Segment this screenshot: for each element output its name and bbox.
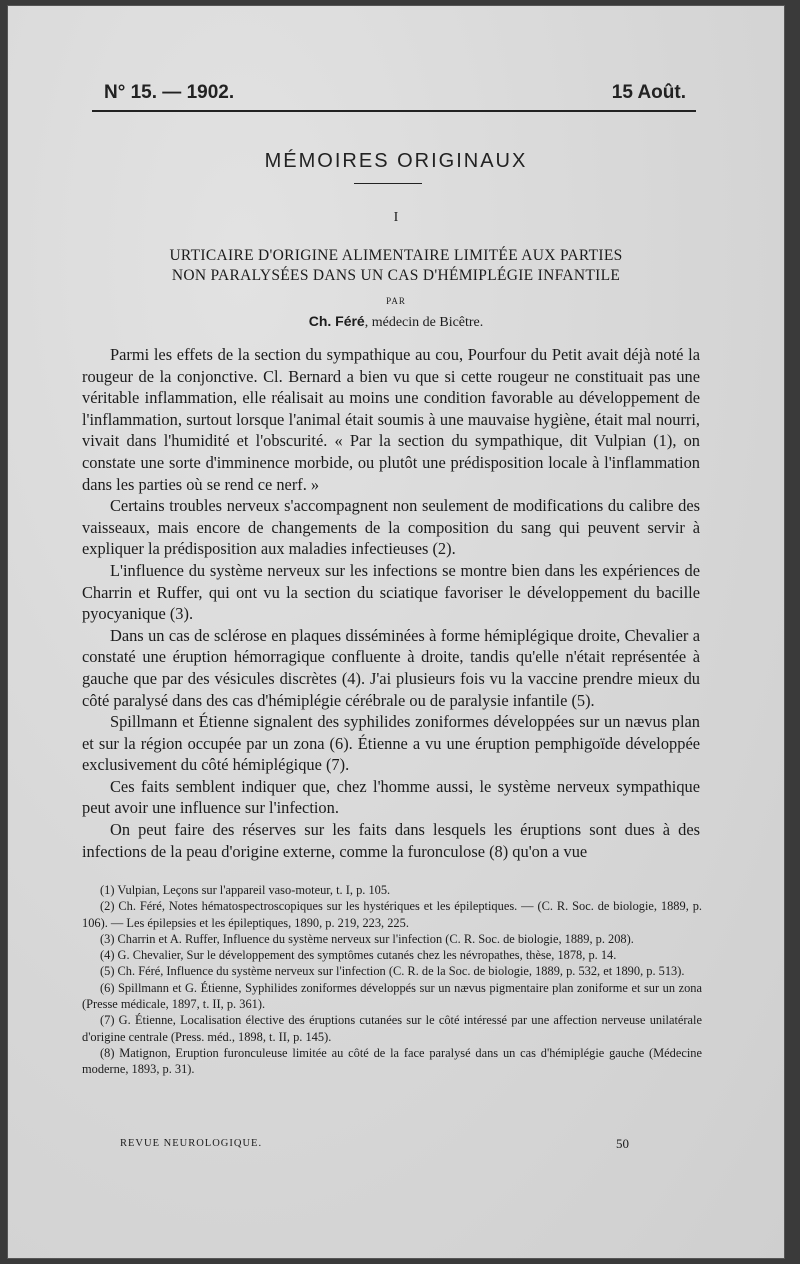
by-label: PAR [386, 296, 406, 306]
footnote: (6) Spillmann et G. Étienne, Syphilides zoniformes développés sur un nævus pigmentaire plan zoniforme et sur un zona (Presse médicale, 1897, t. II, p. 361). [82, 980, 702, 1012]
paragraph: Ces faits semblent indiquer que, chez l'homme aussi, le système nerveux sympathique peut avoir une influence sur l'infection. [82, 776, 700, 818]
paragraph: On peut faire des réserves sur les faits dans lesquels les éruptions sont dues à des infections de la peau d'origine externe, comme la furonculose (8) qu'on a vue [82, 820, 700, 861]
page-number: 50 [616, 1136, 629, 1151]
paragraph: L'influence du système nerveux sur les infections se montre bien dans les expériences de Charrin et Ruffer, qui ont vu la section du sciatique favoriser le développement du bacille pyocyanique (3). [82, 560, 700, 624]
footnote: (3) Charrin et A. Ruffer, Influence du système nerveux sur l'infection (C. R. Soc. de biologie, 1889, p. 208). [100, 931, 634, 946]
footnote: (7) G. Étienne, Localisation élective des éruptions cutanées sur le côté intéressé par une affection nerveuse unilatérale d'origine centrale (Press. méd., 1898, t. II, p. 145). [82, 1013, 702, 1044]
article-title-line-1: URTICAIRE D'ORIGINE ALIMENTAIRE LIMITÉE AUX PARTIES [169, 247, 623, 264]
running-header [92, 76, 696, 112]
footnote: (5) Ch. Féré, Influence du système nerveux sur l'infection (C. R. de la Soc. de biologie, 1889, p. 532, et 1890, p. 513). [100, 964, 685, 979]
article-number: I [393, 210, 399, 225]
issue-date: 15 Août. [611, 82, 686, 103]
title-divider [354, 183, 422, 184]
footnote: (8) Matignon, Eruption furonculeuse limitée au côté de la face paralysé dans un cas d'hémiplégie gauche (Médecine moderne, 1893, p. 31). [82, 1045, 702, 1077]
journal-name: REVUE NEUROLOGIQUE. [120, 1138, 263, 1149]
footnote: (4) G. Chevalier, Sur le développement des symptômes cutanés chez les névropathes, thèse, 1878, p. 14. [100, 948, 617, 963]
paragraph: Certains troubles nerveux s'accompagnent non seulement de modifications du calibre des vaisseaux, mais encore de changements de la composition du sang qui peuvent servir à expliquer la prédisposition aux maladies infectieuses (2). [82, 496, 700, 559]
paragraph: Dans un cas de sclérose en plaques disséminées à forme hémiplégique droite, Chevalier a constaté une éruption hémorragique confluente à droite, tandis qu'elle n'était représentée à gauche que par des vésicules discrètes (4). J'ai plusieurs fois vu la vaccine prendre mieux du côté paralysé dans des cas d'hémiplégie cérébrale ou de paralysie infantile (5). [82, 625, 700, 710]
footnotes [82, 882, 702, 1078]
footnote: (1) Vulpian, Leçons sur l'appareil vaso-moteur, t. I, p. 105. [100, 883, 391, 897]
page [8, 6, 784, 1258]
paragraph: Spillmann et Étienne signalent des syphilides zoniformes développées sur un nævus plan et sur la région occupée par un zona (6). Étienne a vu une éruption pemphigoïde développée exclusivement du côté hémiplégique (7). [82, 712, 700, 775]
issue-number: N° 15. — 1902. [104, 82, 235, 103]
article-title [68, 246, 724, 286]
author-name: Ch. Féré [308, 313, 365, 329]
article-title-line-2: NON PARALYSÉES DANS UN CAS D'HÉMIPLÉGIE INFANTILE [171, 267, 621, 284]
section-title: MÉMOIRES ORIGINAUX [264, 150, 528, 172]
footnote: (2) Ch. Féré, Notes hématospectroscopiques sur les hystériques et les épileptiques. — (C. R. Soc. de biologie, 1889, p. 106). — Les épilepsies et les épileptiques, 1890, p. 219, 223, 225. [82, 899, 702, 930]
author-affiliation: , médecin de Bicêtre. [364, 315, 484, 330]
byline [8, 313, 784, 331]
article-body [82, 344, 700, 862]
paragraph: Parmi les effets de la section du sympathique au cou, Pourfour du Petit avait déjà noté la rougeur de la conjonctive. Cl. Bernard a bien vu que si cette rougeur ne constituait pas une véritable inflammation, elle réalisait au moins une condition favorable au développement de l'inflammation, surtout lorsque l'animal était soumis à une mauvaise hygiène, était mal nourri, vivait dans l'humidité et l'obscurité. « Par la section du sympathique, dit Vulpian (1), on constate une sorte d'imminence morbide, ou plutôt une prédisposition locale à l'inflammation dans les parties où se rend ce nerf. » [82, 345, 700, 494]
